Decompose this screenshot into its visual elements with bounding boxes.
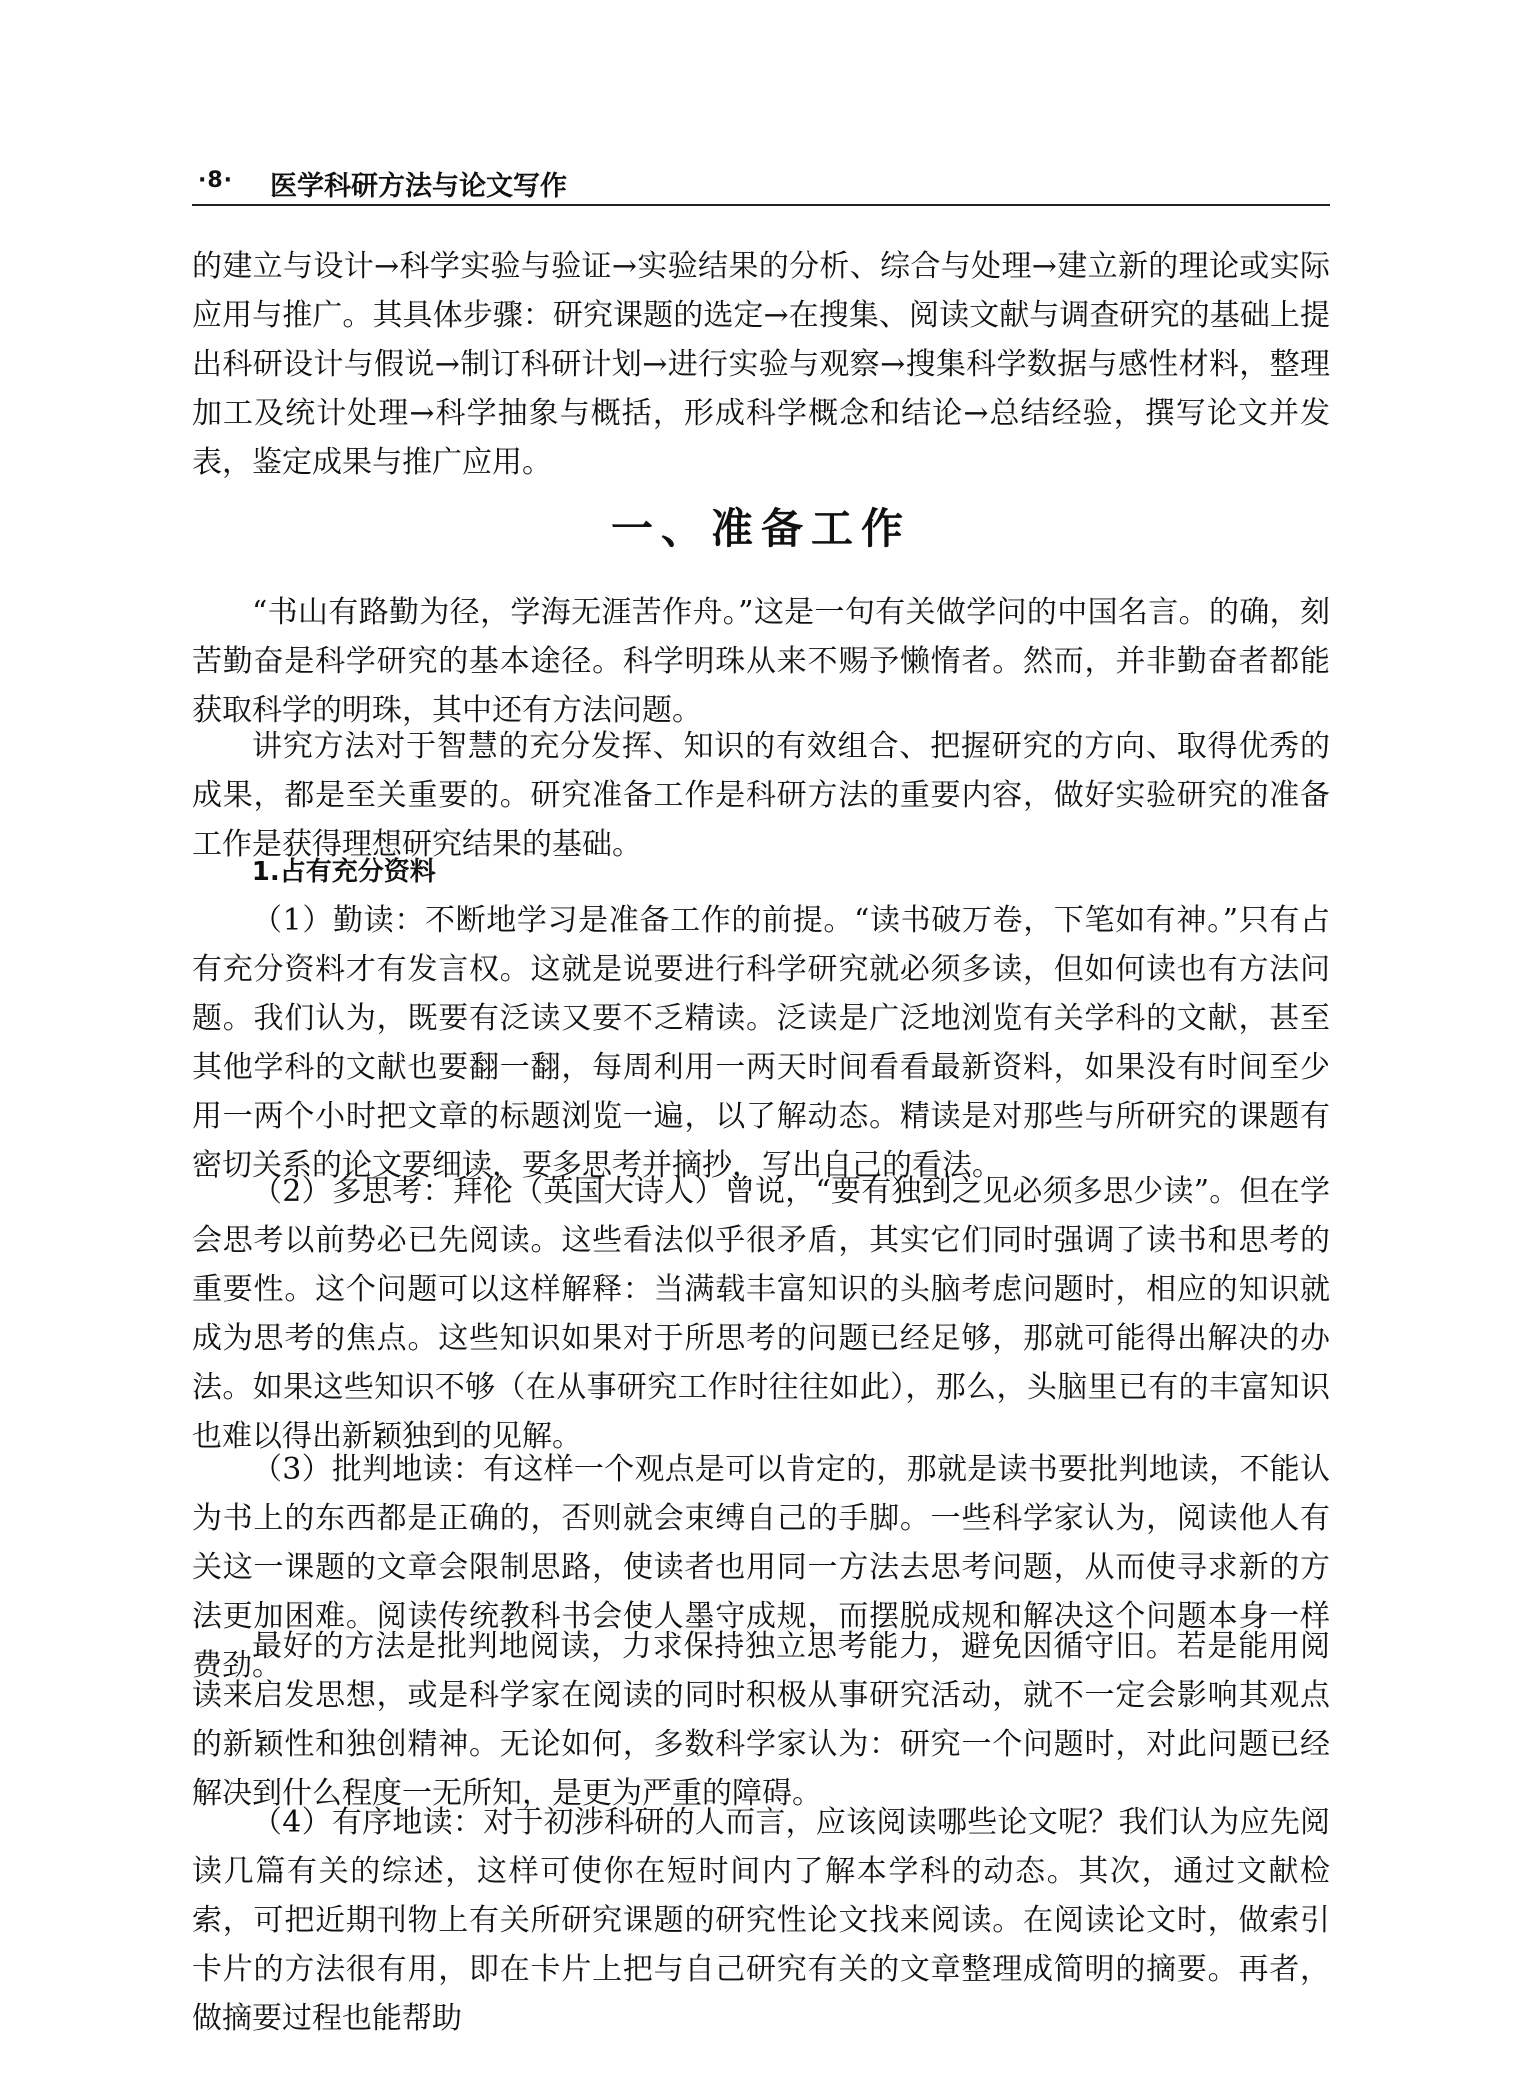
- paragraph-method: 讲究方法对于智慧的充分发挥、知识的有效组合、把握研究的方向、取得优秀的成果，都是至关重要的。研究准备工作是科研方法的重要内容，做好实验研究的准备工作是获得理想研究结果的基础。: [192, 729, 1330, 862]
- intro-paragraph: 的建立与设计→科学实验与验证→实验结果的分析、综合与处理→建立新的理论或实际应用与推广。其具体步骤：研究课题的选定→在搜集、阅读文献与调查研究的基础上提出科研设计与假说→制订科研计划→进行实验与观察→搜集科学数据与感性材料，整理加工及统计处理→科学抽象与概括，形成科学概念和结论→总结经验，撰写论文并发表，鉴定成果与推广应用。: [192, 249, 1330, 480]
- running-header: [192, 164, 1330, 206]
- item-more-thinking: （2）多思考：拜伦（英国大诗人）曾说，“要有独到之见必须多思少读”。但在学会思考以前势必已先阅读。这些看法似乎很矛盾，其实它们同时强调了读书和思考的重要性。这个问题可以这样解释：当满载丰富知识的头脑考虑问题时，相应的知识就成为思考的焦点。这些知识如果对于所思考的问题已经足够，那就可能得出解决的办法。如果这些知识不够（在从事研究工作时往往如此），那么，头脑里已有的丰富知识也难以得出新颖独到的见解。: [192, 1174, 1330, 1454]
- item-critical-reading: （3）批判地读：有这样一个观点是可以肯定的，那就是读书要批判地读，不能认为书上的东西都是正确的，否则就会束缚自己的手脚。一些科学家认为，阅读他人有关这一课题的文章会限制思路，使读者也用同一方法去思考问题，从而使寻求新的方法更加困难。阅读传统教科书会使人墨守成规，而摆脱成规和解决这个问题本身一样费劲。: [192, 1452, 1330, 1683]
- page-number: ·8·: [198, 168, 234, 193]
- book-title: 医学科研方法与论文写作: [270, 171, 567, 202]
- item-diligent-reading: （1）勤读：不断地学习是准备工作的前提。“读书破万卷，下笔如有神。”只有占有充分资料才有发言权。这就是说要进行科学研究就必须多读，但如何读也有方法问题。我们认为，既要有泛读又要不乏精读。泛读是广泛地浏览有关学科的文献，甚至其他学科的文献也要翻一翻，每周利用一两天时间看看最新资料，如果没有时间至少用一两个小时把文章的标题浏览一遍，以了解动态。精读是对那些与所研究的课题有密切关系的论文要细读，要多思考并摘抄，写出自己的看法。: [192, 903, 1330, 1183]
- subheading-materials: 1.占有充分资料: [251, 857, 436, 887]
- paragraph-best-method: 最好的方法是批判地阅读，力求保持独立思考能力，避免因循守旧。若是能用阅读来启发思想，或是科学家在阅读的同时积极从事研究活动，就不一定会影响其观点的新颖性和独创精神。无论如何，多数科学家认为：研究一个问题时，对此问题已经解决到什么程度一无所知，是更为严重的障碍。: [192, 1629, 1330, 1811]
- section-heading: 一、准备工作: [610, 504, 911, 553]
- paragraph-proverb: “书山有路勤为径，学海无涯苦作舟。”这是一句有关做学问的中国名言。的确，刻苦勤奋是科学研究的基本途径。科学明珠从来不赐予懒惰者。然而，并非勤奋者都能获取科学的明珠，其中还有方法问题。: [192, 595, 1330, 728]
- item-orderly-reading: （4）有序地读：对于初涉科研的人而言，应该阅读哪些论文呢？我们认为应先阅读几篇有关的综述，这样可使你在短时间内了解本学科的动态。其次，通过文献检索，可把近期刊物上有关所研究课题的研究性论文找来阅读。在阅读论文时，做索引卡片的方法很有用，即在卡片上把与自己研究有关的文章整理成简明的摘要。再者，做摘要过程也能帮助: [192, 1805, 1330, 2036]
